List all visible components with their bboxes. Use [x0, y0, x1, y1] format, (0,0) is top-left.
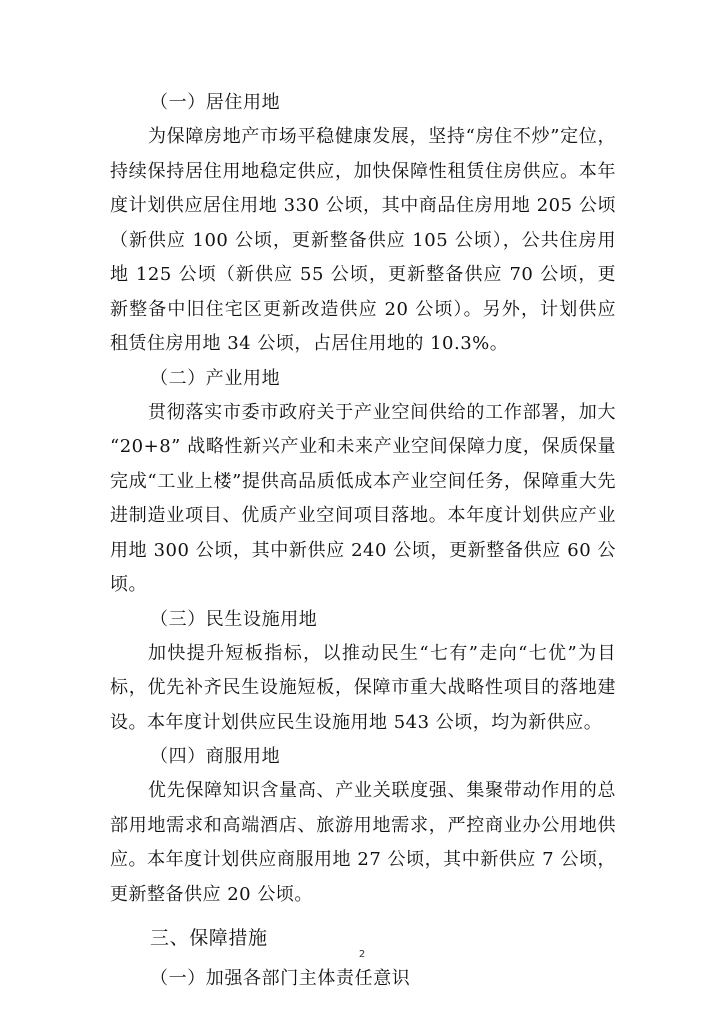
section-body-industrial: 贯彻落实市委市政府关于产业空间供给的工作部署，加大 “20+8” 战略性新兴产业和未来产业空间保障力度，保质保量完成“工业上楼”提供高品质低成本产业空间任务，保障重大先进制造业项目、优质产业空间项目落地。本年度计划供应产业用地 300 公顷，其中新供应 240 公顷，更新整备供应 60 公顷。 — [110, 401, 616, 595]
section-heading-industrial: （二）产业用地 — [150, 367, 281, 389]
page-content — [110, 86, 616, 996]
section-body-residential: 为保障房地产市场平稳健康发展，坚持“房住不炒”定位，持续保持居住用地稳定供应，加快保障性租赁住房供应。本年度计划供应居住用地 330 公顷，其中商品住房用地 205 公顷（新供应 100 公顷，更新整备供应 105 公顷），公共住房用地 125 公顷（新供应 55 公顷，更新整备供应 70 公顷，更新整备中旧住宅区更新改造供应 20 公顷）。另外，计划供应租赁住房用地 34 公顷，占居住用地的 10.3%。 — [110, 126, 616, 354]
section-heading-residential: （一）居住用地 — [150, 92, 281, 113]
section-body-public-facilities: 加快提升短板指标，以推动民生“七有”走向“七优”为目标，优先补齐民生设施短板，保障市重大战略性项目的落地建设。本年度计划供应民生设施用地 543 公顷，均为新供应。 — [110, 642, 616, 733]
chapter-heading: 三、保障措施 — [150, 927, 268, 949]
section-heading-public-facilities: （三）民生设施用地 — [150, 608, 318, 630]
section-heading-commercial: （四）商服用地 — [150, 746, 281, 767]
page-number: 2 — [358, 949, 366, 960]
section-body-commercial: 优先保障知识含量高、产业关联度强、集聚带动作用的总部用地需求和高端酒店、旅游用地需求，严控商业办公用地供应。本年度计划供应商服用地 27 公顷，其中新供应 7 公顷，更新整备供应 20 公顷。 — [110, 780, 616, 905]
subsection-heading: （一）加强各部门主体责任意识 — [150, 968, 411, 989]
